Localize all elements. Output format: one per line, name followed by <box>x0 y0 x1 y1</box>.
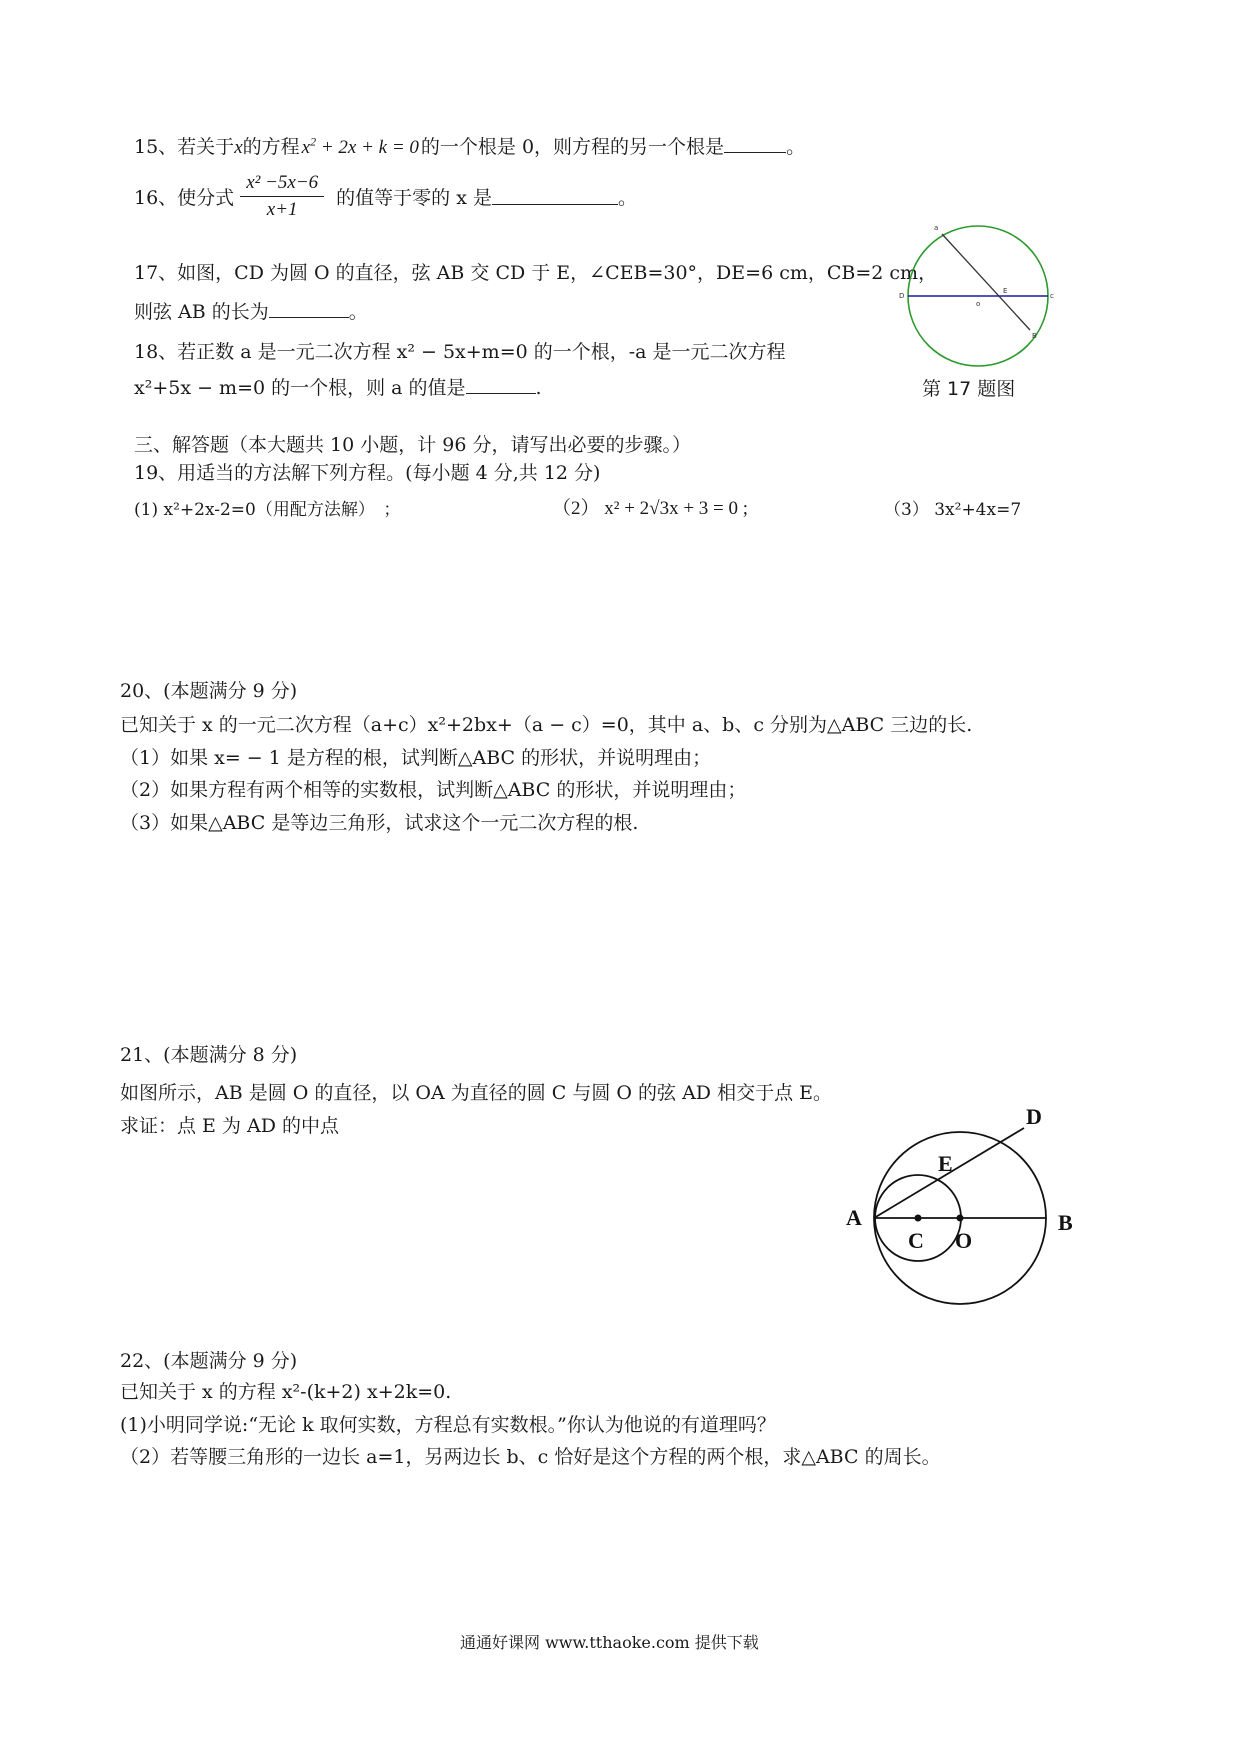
q18-line1: 18、若正数 a 是一元二次方程 x² − 5x+m=0 的一个根，-a 是一元二次方程 <box>134 341 786 363</box>
q16 <box>134 172 637 221</box>
q19-part1: (1) x²+2x-2=0（用配方法解） ； <box>134 500 401 520</box>
q20-part2: （2）如果方程有两个相等的实数根，试判断△ABC 的形状，并说明理由； <box>120 779 747 801</box>
q16-suffix: 的值等于零的 x 是 <box>336 187 492 209</box>
fig21-label-d: D <box>1026 1104 1042 1129</box>
fig17-label-o: o <box>976 300 981 308</box>
q20-stem: 已知关于 x 的一元二次方程（a+c）x²+2bx+（a − c）=0，其中 a、b、c 分别为△ABC 三边的长. <box>120 714 973 736</box>
q15-answer-blank[interactable] <box>724 136 786 153</box>
q15-mid: 的方程 <box>242 136 300 158</box>
fig21-label-a: A <box>846 1205 862 1230</box>
fig17-label-e: E <box>1003 287 1008 295</box>
fig21-label-b: B <box>1058 1210 1073 1235</box>
q18-end: . <box>535 377 542 399</box>
q15-var-x: x <box>234 137 243 158</box>
q17-line2 <box>134 297 368 324</box>
q17-line2-text: 则弦 AB 的长为 <box>134 301 269 323</box>
fig17-chord-ab <box>942 234 1030 330</box>
fig21-point-o <box>957 1215 964 1222</box>
q20-part1: （1）如果 x= − 1 是方程的根，试判断△ABC 的形状，并说明理由； <box>120 747 712 769</box>
q16-end: 。 <box>617 187 637 209</box>
q16-answer-blank[interactable] <box>492 188 618 205</box>
q15-suffix: 的一个根是 0，则方程的另一个根是 <box>420 136 725 158</box>
q21-prove: 求证：点 E 为 AD 的中点 <box>120 1115 339 1137</box>
q16-fraction <box>240 172 324 221</box>
q15-end: 。 <box>786 136 806 158</box>
fig21-label-o: O <box>955 1228 973 1253</box>
fig21-label-c: C <box>908 1228 924 1253</box>
q22-part2: （2）若等腰三角形的一边长 a=1，另两边长 b、c 恰好是这个方程的两个根，求△ABC 的周长。 <box>120 1446 941 1468</box>
q17-line1: 17、如图，CD 为圆 O 的直径，弦 AB 交 CD 于 E，∠CEB=30°，DE=6 cm，CB=2 cm， <box>134 262 938 284</box>
q18-line2 <box>134 373 542 400</box>
fig17-caption: 第 17 题图 <box>922 378 1016 400</box>
q18-line2-text: x²+5x − m=0 的一个根，则 a 的值是 <box>134 377 466 399</box>
fig21-point-c <box>915 1215 922 1222</box>
q22-title: 22、(本题满分 9 分) <box>120 1350 298 1372</box>
q18-answer-blank[interactable] <box>466 377 536 394</box>
fig17-label-c: c <box>1050 292 1054 300</box>
fig17-label-d: D <box>899 292 905 300</box>
q20-part3: （3）如果△ABC 是等边三角形，试求这个一元二次方程的根. <box>120 812 639 834</box>
q16-prefix: 16、使分式 <box>134 187 235 209</box>
q15-prefix: 15、若关于 <box>134 136 235 158</box>
q21-stem: 如图所示，AB 是圆 O 的直径，以 OA 为直径的圆 C 与圆 O 的弦 AD 相交于点 E。 <box>120 1082 832 1104</box>
q21-title: 21、(本题满分 8 分) <box>120 1044 298 1066</box>
q17-end: 。 <box>348 301 368 323</box>
fig17-label-b: B <box>1032 332 1037 340</box>
q16-numerator: x² −5x−6 <box>240 172 324 197</box>
q19-part2: （2） x² + 2√3x + 3 = 0 ; <box>552 498 749 519</box>
q20-title: 20、(本题满分 9 分) <box>120 680 298 702</box>
q19-part3: （3） 3x²+4x=7 <box>884 500 1022 520</box>
q17-answer-blank[interactable] <box>269 301 349 318</box>
figure-17 <box>890 218 1070 398</box>
q22-part1: (1)小明同学说:“无论 k 取何实数，方程总有实数根。”你认为他说的有道理吗？ <box>120 1414 776 1436</box>
fig17-label-a: a <box>934 224 939 232</box>
q19-title: 19、用适当的方法解下列方程。(每小题 4 分,共 12 分) <box>134 462 601 484</box>
fig21-label-e: E <box>938 1151 953 1176</box>
q15 <box>134 132 805 159</box>
q15-equation: $x^2 + 2x + k = 0$ <box>301 134 419 158</box>
page-footer: 通通好课网 www.tthaoke.com 提供下载 <box>460 1633 759 1652</box>
figure-21 <box>832 1100 1092 1330</box>
q16-denominator: x+1 <box>266 199 298 220</box>
section3-heading: 三、解答题（本大题共 10 小题，计 96 分，请写出必要的步骤。） <box>134 434 692 456</box>
q22-stem: 已知关于 x 的方程 x²-(k+2) x+2k=0. <box>120 1381 452 1403</box>
